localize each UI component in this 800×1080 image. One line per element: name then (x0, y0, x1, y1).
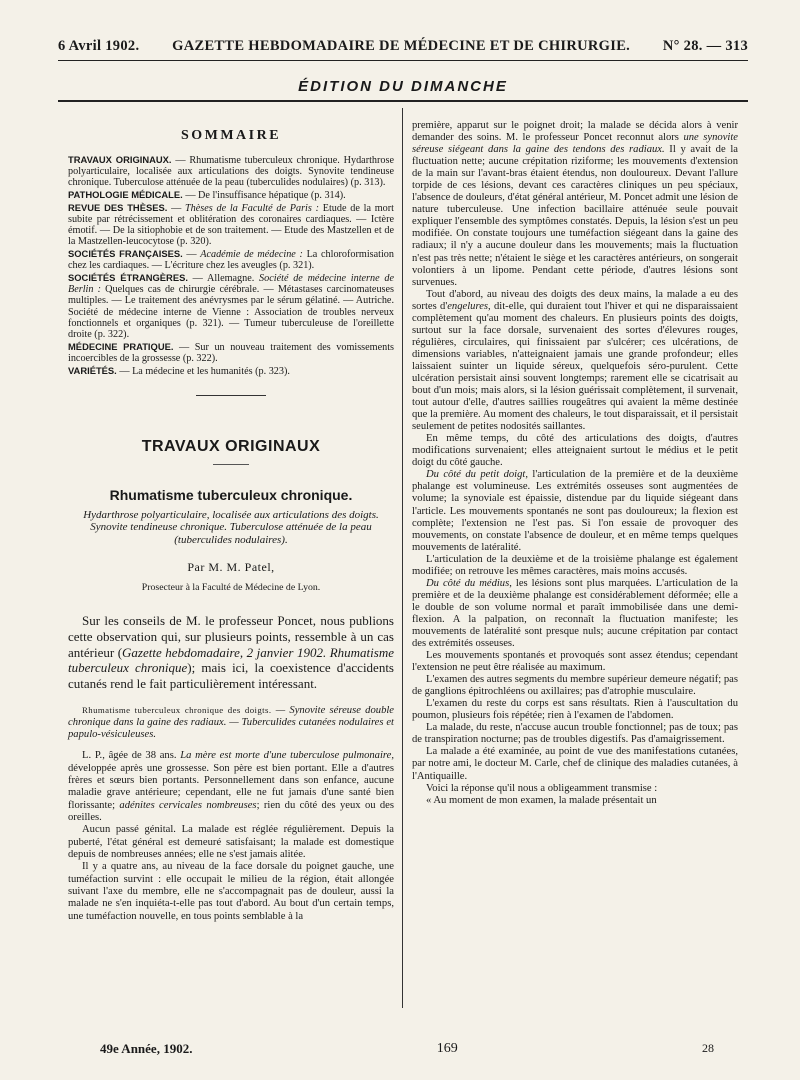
body-paragraph: Il y a quatre ans, au niveau de la face dorsale du poignet gauche, une tuméfaction survint : elle occupait le milieu de la région, était allongée suivant l'axe du membre, elle ne s'accompagnait pas de douleur, aussi la malade ne s'en inquiéta-t-elle pas tout d'abord. Au bout d'un certain temps, une tuméfaction nouvelle, en tous points semblable à la (68, 861, 394, 922)
sommaire-entry: VARIÉTÉS. — La médecine et les humanités (p. 323). (68, 364, 290, 377)
left-column (68, 120, 394, 923)
section-rule (213, 464, 249, 465)
body-paragraph: L'articulation de la deuxième et de la troisième phalange est également modifiée; on retrouve les mêmes caractères, mais moins accusés. (412, 553, 738, 577)
case-heading: Rhumatisme tuberculeux chronique des doigts. — Synovite séreuse double chronique dans la gaine des radiaux. — Tuberculides cutanées nodulaires et papulo-vésiculeuses. (68, 705, 395, 741)
sommaire-title: SOMMAIRE (180, 128, 282, 143)
body-paragraph: Du côté du petit doigt, l'articulation de la première et de la deuxième phalange est volumineuse. Les extrémités osseuses sont augmentées de volume; la synoviale est épaissie, distendue par du liquide siégeant dans l'article. Les mouvements spontanés ne sont pas douloureux; la flexion est complète; l'extension ne l'est pas. Si l'on essaie de provoquer des mouvements, on constate l'absence de douleur, et en même temps quelques mouvements de latéralité. (412, 469, 738, 553)
body-paragraph: première, apparut sur le poignet droit; la malade se décida alors à venir demander des soins. M. le professeur Poncet reconnut alors une synovite séreuse siégeant dans la gaine des tendons des radiaux. Il y avait de la fluctuation nette; aucune crépitation riziforme; les mouvements d'extension de la main sur l'avant-bras étaient étendus, non douloureux. Devant l'allure torpide de ces lésions, devant ces caractères cliniques un peu spéciaux, l'absence de douleurs, d'état général antérieur, M. Poncet admit une lésion de nature tuberculeuse. Une infection bacillaire atténuée seule pouvait expliquer l'ensemble des symptômes constatés. Depuis, la lésion s'est un peu modifiée. On constate toujours une tuméfaction siégeant dans la gaine des radiaux; il n'y a aucune douleur dans les mouvements; mais la fluctuation n'est pas très nette; n'étaient le siège et les caractères antérieurs, on songerait volontiers à un lipome. Pendant cette période, d'autres lésions sont survenues. (412, 120, 738, 288)
body-paragraph: L'examen des autres segments du membre supérieur demeure négatif; pas de ganglions épitrochléens ou axillaires; pas d'atrophie musculaire. (412, 674, 738, 698)
body-paragraph: La malade a été examinée, au point de vue des manifestations cutanées, par notre ami, le docteur M. Carle, chef de clinique des maladies cutanées, à l'Antiquaille. (412, 746, 738, 782)
sommaire-entry: MÉDECINE PRATIQUE. — Sur un nouveau traitement des vomissements incoercibles de la grossesse (p. 322). (68, 340, 394, 364)
article-intro: Sur les conseils de M. le professeur Poncet, nous publions cette observation qui, sur plusieurs points, ressemble à un cas antérieur (Gazette hebdomadaire, 2 janvier 1902. Rhumatisme tuberculeux chronique); mais ici, la coexistence d'accidents cutanés rend le fait particulièrement intéressant. (68, 613, 394, 691)
body-paragraph: La malade, du reste, n'accuse aucun trouble fonctionnel; pas de toux; pas de transpiration nocturne; pas de troubles digestifs. Pas d'amaigrissement. (412, 722, 738, 746)
body-paragraph: L'examen du reste du corps est sans résultats. Rien à l'auscultation du poumon, plusieurs fois répétée; rien à l'examen de l'abdomen. (412, 698, 738, 722)
body-paragraph: Tout d'abord, au niveau des doigts des deux mains, la malade a eu des sortes d'engelures, dit-elle, qui duraient tout l'hiver et qui ne disparaissaient complètement qu'au moment des chaleurs. En plusieurs points des doigts, surtout sur la face dorsale, survenaient des sortes d'élevures rouges, régulières, circulaires, qui finissaient par s'ulcérer; ces ulcérations, de dimensions variables, n'atteignaient jamais une grande profondeur; elles laissaient suinter un liquide séreux, quelquefois séro-purulent. Cette ulcération persistait ainsi souvent longtemps; rarement elle se cicatrisait au bout d'un mois; mais alors, si la lésion guérissait complètement, il survenait, tout autour d'elle, d'autres saillies rougeâtres qui avaient la même destinée que la première. Au moment des chaleurs, le tout disparaissait, et il persistait seulement de petites nodosités saillantes. (412, 288, 738, 433)
body-paragraph: En même temps, du côté des articulations des doigts, d'autres modifications survenaient; elles atteignaient surtout le médius et le petit doigt du côté gauche. (412, 433, 738, 469)
article-title: Rhumatisme tuberculeux chronique. (109, 486, 353, 503)
sommaire-entry: SOCIÉTÉS FRANÇAISES. — Académie de médecine : La chloroformisation chez les cardiaques. — L'écriture chez les aveugles (p. 321). (68, 248, 394, 272)
right-column (412, 120, 738, 807)
article-subtitle: Hydarthrose polyarticulaire, localisée aux articulations des doigts. Synovite tendineuse chronique. Tuberculose atténuée de la peau (tuberculides nodulaires). (83, 508, 379, 546)
column-separator (402, 108, 403, 1008)
article-author: Par M. M. Patel, (187, 560, 275, 575)
sommaire-end-rule (196, 395, 266, 396)
body-paragraph: Les mouvements spontanés et provoqués sont assez étendus; cependant l'extension ne peut être réalisée au maximum. (412, 650, 738, 674)
author-affiliation: Prosecteur à la Faculté de Médecine de Lyon. (141, 582, 321, 594)
footer-page-number: 169 (436, 1041, 458, 1056)
header-rule (58, 60, 748, 61)
footer-sheet-number: 28 (701, 1041, 714, 1055)
header-issue-number: N° 28. — 313 (662, 38, 748, 54)
body-paragraph: Voici la réponse qu'il nous a obligeamment transmise : (426, 782, 658, 794)
footer-year: 49e Année, 1902. (100, 1041, 193, 1056)
sommaire-entry: REVUE DES THÈSES. — Thèses de la Faculté de Paris : Etude de la mort subite par rétrécissement et oblitération des coronaires cardiaques. — Ictère émotif. — De la sitiophobie et de son traitement. — Etude des Mastzellen et de la Mastzellen-leucocytose (p. 320). (68, 201, 394, 248)
body-paragraph: Du côté du médius, les lésions sont plus marquées. L'articulation de la première et de la deuxième phalange est considérablement déformée; elle a le double de son volume normal et paraît immobilisée dans une demi-flexion. A la palpation, on reconnaît la fluctuation manifeste; les mouvements de latéralité sont presque nuls; aucune crépitation par contact des extrémités osseuses. (412, 577, 738, 650)
edition-title: ÉDITION DU DIMANCHE (298, 78, 508, 95)
body-paragraph: L. P., âgée de 38 ans. La mère est morte d'une tuberculose pulmonaire, développée après une grossesse. Son père est bien portant. Elle a d'autres frères et sœurs bien portants. Personnellement dans son enfance, aucune maladie grave antérieure; cependant, elle ne fut jamais d'une santé bien florissante; adénites cervicales nombreuses; rien du côté des yeux ou des oreilles. (68, 750, 395, 824)
sommaire-entry: PATHOLOGIE MÉDICALE. — De l'insuffisance hépatique (p. 314). (68, 189, 346, 202)
header-date: 6 Avril 1902. (58, 38, 140, 54)
sommaire-entry: TRAVAUX ORIGINAUX. — Rhumatisme tuberculeux chronique. Hydarthrose polyarticulaire, localisée aux articulations des doigts. Synovite tendineuse chronique. Tuberculose atténuée de la peau (tuberculides nodulaires) (p. 313). (68, 154, 394, 189)
page-footer (100, 1041, 714, 1057)
section-title: TRAVAUX ORIGINAUX (141, 437, 321, 455)
sommaire-entry: SOCIÉTÉS ÉTRANGÈRES. — Allemagne. Société de médecine interne de Berlin : Quelques cas de chirurgie cérébrale. — Métastases carcinomateuses multiples. — Le traitement des anévrysmes par le sérum gélatiné. — Autriche. Société de médecine interne de Vienne : Association de troubles nerveux fonctionnels et organiques (p. 321). — Tumeur tuberculeuse de l'oreillette droite (p. 322). (68, 272, 394, 341)
body-paragraph: « Au moment de mon examen, la malade présentait un (426, 794, 657, 806)
header-journal-title: GAZETTE HEBDOMADAIRE DE MÉDECINE ET DE CHIRURGIE. (172, 38, 631, 54)
body-paragraph: Aucun passé génital. La malade est réglée régulièrement. Depuis la puberté, l'état général est demeuré satisfaisant; la malade est domestique depuis de nombreuses années; elle ne s'est jamais alitée. (68, 824, 394, 861)
running-header (58, 38, 748, 55)
edition-rule (58, 100, 748, 102)
